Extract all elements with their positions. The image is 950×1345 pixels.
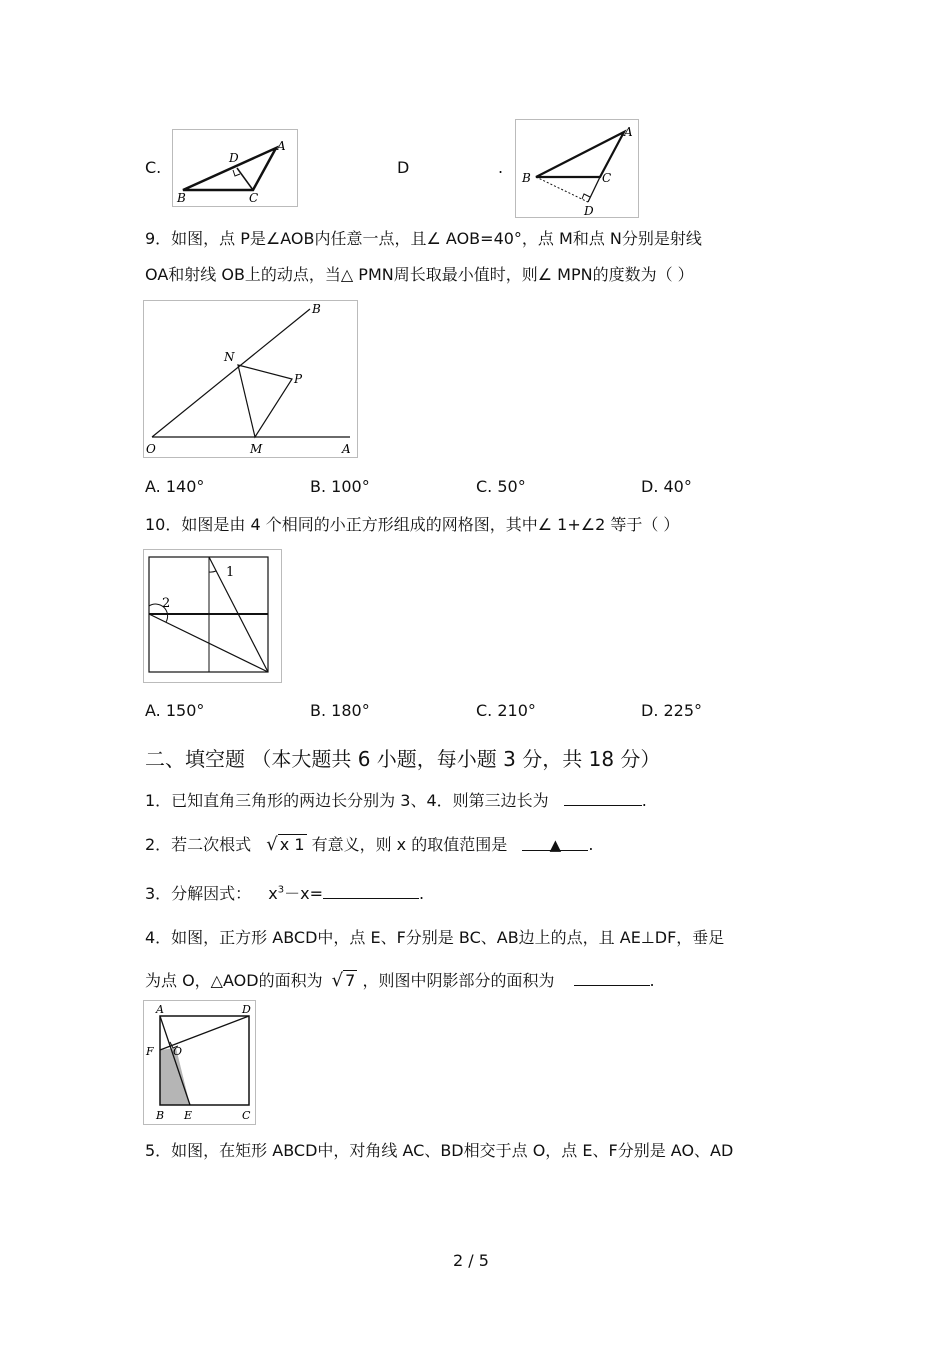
q4-label-c: C	[242, 1109, 251, 1122]
fill-q2-radical: √ x 1	[266, 834, 305, 855]
fill-q2-radicand: x 1	[279, 835, 305, 854]
fill-q1-prompt: 1．已知直角三角形的两边长分别为 3、4．则第三边长为	[145, 791, 549, 810]
fill-q4-answer-blank[interactable]	[574, 971, 650, 986]
fill-q1-text	[145, 788, 647, 811]
fill-q2-condition: 有意义，则 x 的取值范围是	[311, 835, 508, 854]
q4-label-e: E	[184, 1109, 193, 1122]
q4-label-a: A	[156, 1003, 164, 1016]
q8-option-c-label: C.	[145, 158, 162, 177]
q9-option-c[interactable]: C. 50°	[476, 477, 526, 496]
q10-figure	[143, 549, 282, 683]
q8d-label-d: D	[584, 204, 594, 217]
q4-label-f: F	[146, 1045, 154, 1058]
q9-figure	[143, 300, 358, 458]
q8-figure-d	[515, 119, 639, 218]
q9-label-m: M	[250, 442, 263, 456]
fill-q2-prompt: 2．若二次根式	[145, 835, 252, 854]
q10-option-d[interactable]: D. 225°	[641, 701, 703, 720]
q8d-label-c: C	[602, 171, 612, 185]
q9-option-d[interactable]: D. 40°	[641, 477, 692, 496]
q9-text-line1: 9．如图，点 P是∠AOB内任意一点，且∠ AOB=40°，点 M和点 N分别是射线	[145, 229, 702, 248]
q9-label-a: A	[342, 442, 351, 456]
fill-q4-end: .	[649, 971, 655, 990]
fill-q2-end: .	[588, 835, 594, 854]
q8c-label-d: D	[229, 151, 239, 165]
fill-q1-end: .	[641, 791, 647, 810]
page-number: 2 / 5	[453, 1251, 489, 1270]
fill-q4-line1: 4．如图，正方形 ABCD中，点 E、F分别是 BC、AB边上的点，且 AE⊥DF，垂足	[145, 928, 725, 947]
q8c-label-c: C	[249, 191, 259, 205]
q10-angle2-label: 2	[162, 596, 171, 611]
fill-q2-text	[145, 832, 593, 855]
triangle-mark-icon: ▲	[549, 836, 562, 854]
q9-label-b: B	[312, 302, 321, 316]
fill-q4-prompt: 为点 O，△AOD的面积为	[145, 971, 323, 990]
fill-q5-text: 5．如图，在矩形 ABCD中，对角线 AC、BD相交于点 O，点 E、F分别是 AO、AD	[145, 1141, 734, 1160]
fill-q3-text	[145, 881, 424, 904]
fill-q3-var: x	[268, 884, 278, 903]
q8d-label-a: A	[624, 125, 633, 139]
q8d-label-b: B	[522, 171, 531, 185]
fill-q4-figure	[143, 1000, 256, 1125]
q10-option-c[interactable]: C. 210°	[476, 701, 536, 720]
q10-text-line1: 10．如图是由 4 个相同的小正方形组成的网格图，其中∠ 1+∠2 等于（ ）	[145, 515, 680, 534]
q9-option-b[interactable]: B. 100°	[310, 477, 370, 496]
q8c-label-a: A	[277, 139, 286, 153]
q8-figure-c	[172, 129, 298, 207]
q9-label-p: P	[294, 372, 303, 386]
fill-q4-line2	[145, 968, 655, 991]
q9-label-n: N	[224, 350, 235, 364]
q4-label-o: O	[173, 1045, 183, 1058]
q9-label-o: O	[146, 442, 156, 456]
fill-q3-exponent: 3	[277, 884, 285, 896]
fill-q4-question: ，则图中阴影部分的面积为	[362, 971, 555, 990]
q9-option-a[interactable]: A. 140°	[145, 477, 205, 496]
q10-angle1-label: 1	[226, 565, 235, 580]
q8-option-d-label: D	[397, 158, 410, 177]
q8-option-d-dot: .	[498, 158, 504, 177]
fill-q3-end: .	[419, 884, 425, 903]
fill-q1-answer-blank[interactable]	[564, 791, 642, 806]
fill-q2-answer-blank[interactable]	[522, 836, 588, 854]
fill-q3-answer-blank[interactable]	[323, 884, 419, 899]
q10-option-a[interactable]: A. 150°	[145, 701, 205, 720]
fill-q3-prompt: 3．分解因式：	[145, 884, 252, 903]
q8c-label-b: B	[177, 191, 186, 205]
fill-q4-radicand: 7	[345, 971, 356, 990]
q4-label-b: B	[156, 1109, 165, 1122]
section2-heading: 二、填空题 （本大题共 6 小题，每小题 3 分，共 18 分）	[145, 747, 661, 771]
fill-q4-radical: √ 7	[331, 970, 356, 991]
q4-label-d: D	[242, 1003, 251, 1016]
q10-option-b[interactable]: B. 180°	[310, 701, 370, 720]
fill-q3-expression: －x=	[284, 884, 324, 903]
q9-text-line2: OA和射线 OB上的动点，当△ PMN周长取最小值时，则∠ MPN的度数为（ ）	[145, 265, 694, 284]
